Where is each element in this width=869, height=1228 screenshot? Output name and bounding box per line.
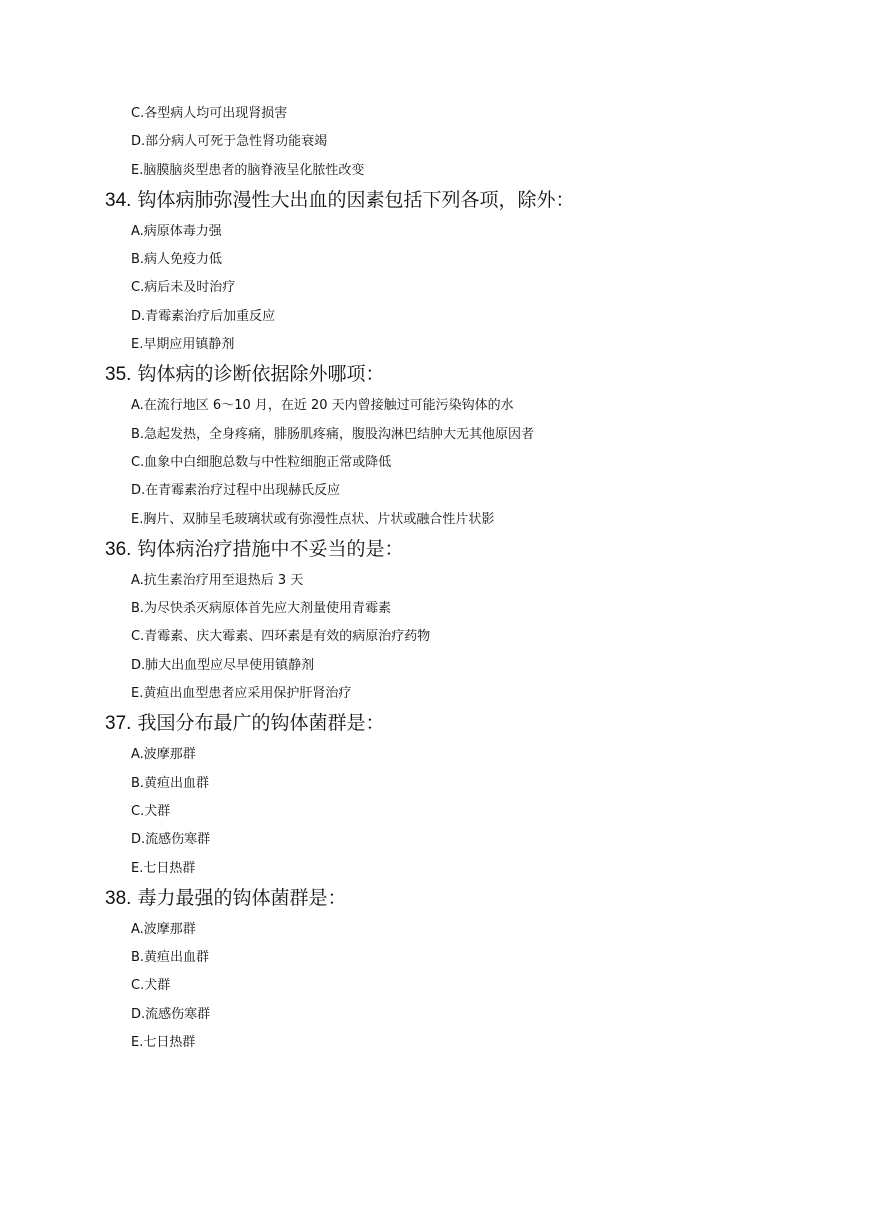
- option-item: D.肺大出血型应尽早使用镇静剂: [131, 657, 315, 673]
- question-text: 钩体病治疗措施中不妥当的是：: [137, 537, 404, 560]
- question-block-37: [105, 710, 825, 884]
- option-item: D.流感伤寒群: [131, 1006, 211, 1022]
- question-number: 37.: [105, 713, 132, 735]
- question-list: [105, 102, 825, 1059]
- question-title: [105, 361, 825, 394]
- option-item: D.在青霉素治疗过程中出现赫氏反应: [131, 483, 341, 499]
- question-title: [105, 885, 825, 918]
- option-item: C.各型病人均可出现肾损害: [131, 106, 288, 121]
- question-number: 34.: [105, 189, 132, 211]
- option-item: E.七日热群: [131, 1035, 196, 1051]
- option-item: B.为尽快杀灭病原体首先应大剂量使用青霉素: [131, 601, 392, 617]
- option-item: E.七日热群: [131, 860, 196, 876]
- question-block-34: [105, 187, 825, 361]
- question-text: 毒力最强的钩体菌群是：: [137, 886, 347, 909]
- question-number: 38.: [105, 887, 132, 909]
- option-item: C.血象中白细胞总数与中性粒细胞正常或降低: [131, 454, 392, 470]
- option-item: D.部分病人可死于急性肾功能衰竭: [131, 134, 328, 150]
- option-item: C.犬群: [131, 978, 171, 994]
- question-text: 钩体病肺弥漫性大出血的因素包括下列各项，除外：: [137, 188, 575, 211]
- question-block-36: [105, 536, 825, 710]
- option-item: E.脑膜脑炎型患者的脑脊液呈化脓性改变: [131, 162, 365, 178]
- option-item: C.青霉素、庆大霉素、四环素是有效的病原治疗药物: [131, 629, 431, 645]
- option-item: A.病原体毒力强: [131, 223, 222, 239]
- question-number: 35.: [105, 364, 132, 386]
- question-title: [105, 187, 825, 220]
- leading-options: [105, 102, 825, 187]
- question-text: 钩体病的诊断依据除外哪项：: [137, 363, 385, 386]
- option-item: E.黄疸出血型患者应采用保护肝肾治疗: [131, 686, 352, 702]
- option-item: C.犬群: [131, 803, 171, 819]
- question-number: 36.: [105, 538, 132, 560]
- option-item: B.黄疸出血群: [131, 950, 210, 966]
- option-item: B.黄疸出血群: [131, 775, 210, 791]
- question-title: [105, 710, 825, 743]
- option-item: A.波摩那群: [131, 921, 196, 937]
- option-item: E.早期应用镇静剂: [131, 337, 235, 353]
- option-item: E.胸片、双肺呈毛玻璃状或有弥漫性点状、片状或融合性片状影: [131, 511, 495, 527]
- option-item: A.波摩那群: [131, 747, 196, 763]
- question-block-38: [105, 885, 825, 1059]
- option-item: A.在流行地区 6～10 月，在近 20 天内曾接触过可能污染钩体的水: [131, 398, 514, 414]
- option-item: B.病人免疫力低: [131, 252, 223, 268]
- option-item: D.青霉素治疗后加重反应: [131, 308, 276, 324]
- option-item: B.急起发热，全身疼痛，腓肠肌疼痛，腹股沟淋巴结肿大无其他原因者: [131, 426, 535, 442]
- option-item: D.流感伤寒群: [131, 832, 211, 848]
- question-text: 我国分布最广的钩体菌群是：: [137, 712, 385, 735]
- option-item: C.病后未及时治疗: [131, 280, 236, 296]
- option-item: A.抗生素治疗用至退热后 3 天: [131, 572, 304, 588]
- question-block-35: [105, 361, 825, 535]
- question-title: [105, 536, 825, 569]
